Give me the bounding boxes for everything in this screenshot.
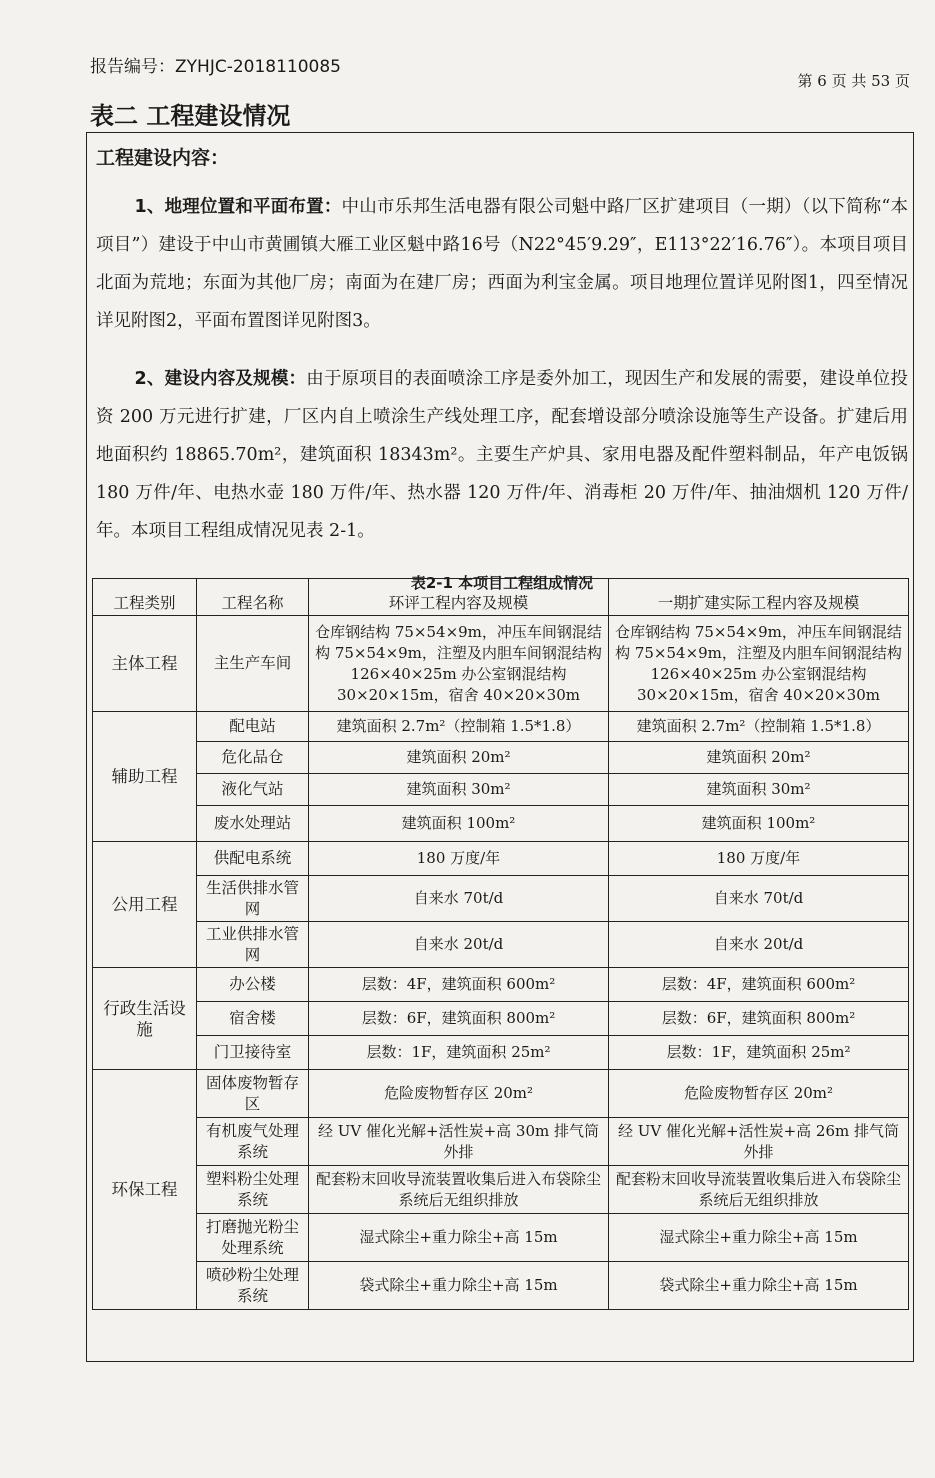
paragraph-text: 中山市乐邦生活电器有限公司魁中路厂区扩建项目（一期）（以下简称“本项目”）建设于中山市黄圃镇大雁工业区魁中路16号（N22°45′9.29″，E113°22′16.76″）。本项目项目北面为荒地；东面为其他厂房；南面为在建厂房；西面为利宝金属。项目地理位置详见附图1，四至情况详见附图2，平面布置图详见附图3。 [96, 197, 908, 331]
table-row [93, 876, 909, 922]
cell-eia-scope: 湿式除尘+重力除尘+高 15m [309, 1214, 609, 1262]
cell-category: 公用工程 [93, 842, 197, 968]
cell-actual-scope: 湿式除尘+重力除尘+高 15m [609, 1214, 909, 1262]
cell-name: 生活供排水管网 [197, 876, 309, 922]
table-row [93, 922, 909, 968]
table-row [93, 616, 909, 712]
cell-name: 固体废物暂存区 [197, 1070, 309, 1118]
table-row [93, 1002, 909, 1036]
table-row [93, 1036, 909, 1070]
cell-actual-scope: 建筑面积 20m² [609, 742, 909, 774]
cell-eia-scope: 仓库钢结构 75×54×9m，冲压车间钢混结构 75×54×9m，注塑及内胆车间钢混结构 126×40×25m 办公室钢混结构 30×20×15m，宿舍 40×20×30m [309, 616, 609, 712]
cell-eia-scope: 自来水 20t/d [309, 922, 609, 968]
header-name: 工程名称 [197, 579, 309, 616]
cell-category: 环保工程 [93, 1070, 197, 1310]
cell-name: 废水处理站 [197, 806, 309, 842]
table-row [93, 774, 909, 806]
table-row [93, 842, 909, 876]
cell-actual-scope: 建筑面积 100m² [609, 806, 909, 842]
cell-actual-scope: 建筑面积 2.7m²（控制箱 1.5*1.8） [609, 712, 909, 742]
cell-name: 有机废气处理系统 [197, 1118, 309, 1166]
cell-category: 行政生活设施 [93, 968, 197, 1070]
table-row [93, 806, 909, 842]
cell-eia-scope: 经 UV 催化光解+活性炭+高 30m 排气筒外排 [309, 1118, 609, 1166]
cell-eia-scope: 危险废物暂存区 20m² [309, 1070, 609, 1118]
table-row [93, 1214, 909, 1262]
cell-actual-scope: 仓库钢结构 75×54×9m，冲压车间钢混结构 75×54×9m，注塑及内胆车间钢混结构 126×40×25m 办公室钢混结构 30×20×15m，宿舍 40×20×30m [609, 616, 909, 712]
paragraph-location [96, 188, 908, 340]
report-number: 报告编号：ZYHJC-2018110085 [90, 57, 341, 77]
cell-name: 配电站 [197, 712, 309, 742]
cell-actual-scope: 自来水 70t/d [609, 876, 909, 922]
page-number: 第 6 页 共 53 页 [797, 72, 910, 90]
cell-actual-scope: 层数：1F，建筑面积 25m² [609, 1036, 909, 1070]
cell-eia-scope: 自来水 70t/d [309, 876, 609, 922]
cell-actual-scope: 经 UV 催化光解+活性炭+高 26m 排气筒外排 [609, 1118, 909, 1166]
cell-name: 打磨抛光粉尘处理系统 [197, 1214, 309, 1262]
page-header [90, 48, 910, 90]
table-row [93, 1166, 909, 1214]
table-header-row [93, 579, 909, 616]
header-actual: 一期扩建实际工程内容及规模 [609, 579, 909, 616]
table-row [93, 1070, 909, 1118]
paragraph-lead: 2、建设内容及规模： [134, 369, 307, 389]
cell-actual-scope: 建筑面积 30m² [609, 774, 909, 806]
cell-category: 辅助工程 [93, 712, 197, 842]
table-row [93, 1118, 909, 1166]
cell-eia-scope: 建筑面积 2.7m²（控制箱 1.5*1.8） [309, 712, 609, 742]
project-composition-table [92, 578, 909, 1310]
content-heading: 工程建设内容： [96, 147, 230, 169]
cell-eia-scope: 层数：4F，建筑面积 600m² [309, 968, 609, 1002]
table-row [93, 712, 909, 742]
cell-name: 工业供排水管网 [197, 922, 309, 968]
table-row [93, 1262, 909, 1310]
cell-name: 宿舍楼 [197, 1002, 309, 1036]
cell-actual-scope: 袋式除尘+重力除尘+高 15m [609, 1262, 909, 1310]
cell-name: 塑料粉尘处理系统 [197, 1166, 309, 1214]
table-row [93, 968, 909, 1002]
paragraph-scale [96, 360, 908, 550]
cell-name: 办公楼 [197, 968, 309, 1002]
cell-name: 主生产车间 [197, 616, 309, 712]
cell-name: 危化品仓 [197, 742, 309, 774]
section-title: 表二 工程建设情况 [90, 102, 291, 130]
cell-actual-scope: 配套粉末回收导流装置收集后进入布袋除尘系统后无组织排放 [609, 1166, 909, 1214]
cell-name: 液化气站 [197, 774, 309, 806]
cell-eia-scope: 建筑面积 30m² [309, 774, 609, 806]
cell-eia-scope: 建筑面积 100m² [309, 806, 609, 842]
cell-actual-scope: 层数：6F，建筑面积 800m² [609, 1002, 909, 1036]
table-caption: 表2-1 本项目工程组成情况 [410, 574, 594, 592]
cell-category: 主体工程 [93, 616, 197, 712]
cell-actual-scope: 180 万度/年 [609, 842, 909, 876]
header-eia: 环评工程内容及规模 [309, 579, 609, 616]
cell-actual-scope: 危险废物暂存区 20m² [609, 1070, 909, 1118]
table-row [93, 742, 909, 774]
cell-eia-scope: 袋式除尘+重力除尘+高 15m [309, 1262, 609, 1310]
cell-name: 喷砂粉尘处理系统 [197, 1262, 309, 1310]
paragraph-text: 由于原项目的表面喷涂工序是委外加工，现因生产和发展的需要，建设单位投资 200 万元进行扩建，厂区内自上喷涂生产线处理工序，配套增设部分喷涂设施等生产设备。扩建后用地面积约 18865.70m²，建筑面积 18343m²。主要生产炉具、家用电器及配件塑料制品，年产电饭锅 180 万件/年、电热水壶 180 万件/年、热水器 120 万件/年、消毒柜 20 万件/年、抽油烟机 120 万件/年。本项目工程组成情况见表 2-1。 [96, 369, 908, 541]
cell-eia-scope: 配套粉末回收导流装置收集后进入布袋除尘系统后无组织排放 [309, 1166, 609, 1214]
cell-actual-scope: 层数：4F，建筑面积 600m² [609, 968, 909, 1002]
cell-eia-scope: 180 万度/年 [309, 842, 609, 876]
header-category: 工程类别 [93, 579, 197, 616]
paragraph-lead: 1、地理位置和平面布置： [134, 197, 342, 217]
cell-name: 供配电系统 [197, 842, 309, 876]
cell-eia-scope: 层数：6F，建筑面积 800m² [309, 1002, 609, 1036]
cell-actual-scope: 自来水 20t/d [609, 922, 909, 968]
cell-eia-scope: 层数：1F，建筑面积 25m² [309, 1036, 609, 1070]
cell-name: 门卫接待室 [197, 1036, 309, 1070]
cell-eia-scope: 建筑面积 20m² [309, 742, 609, 774]
